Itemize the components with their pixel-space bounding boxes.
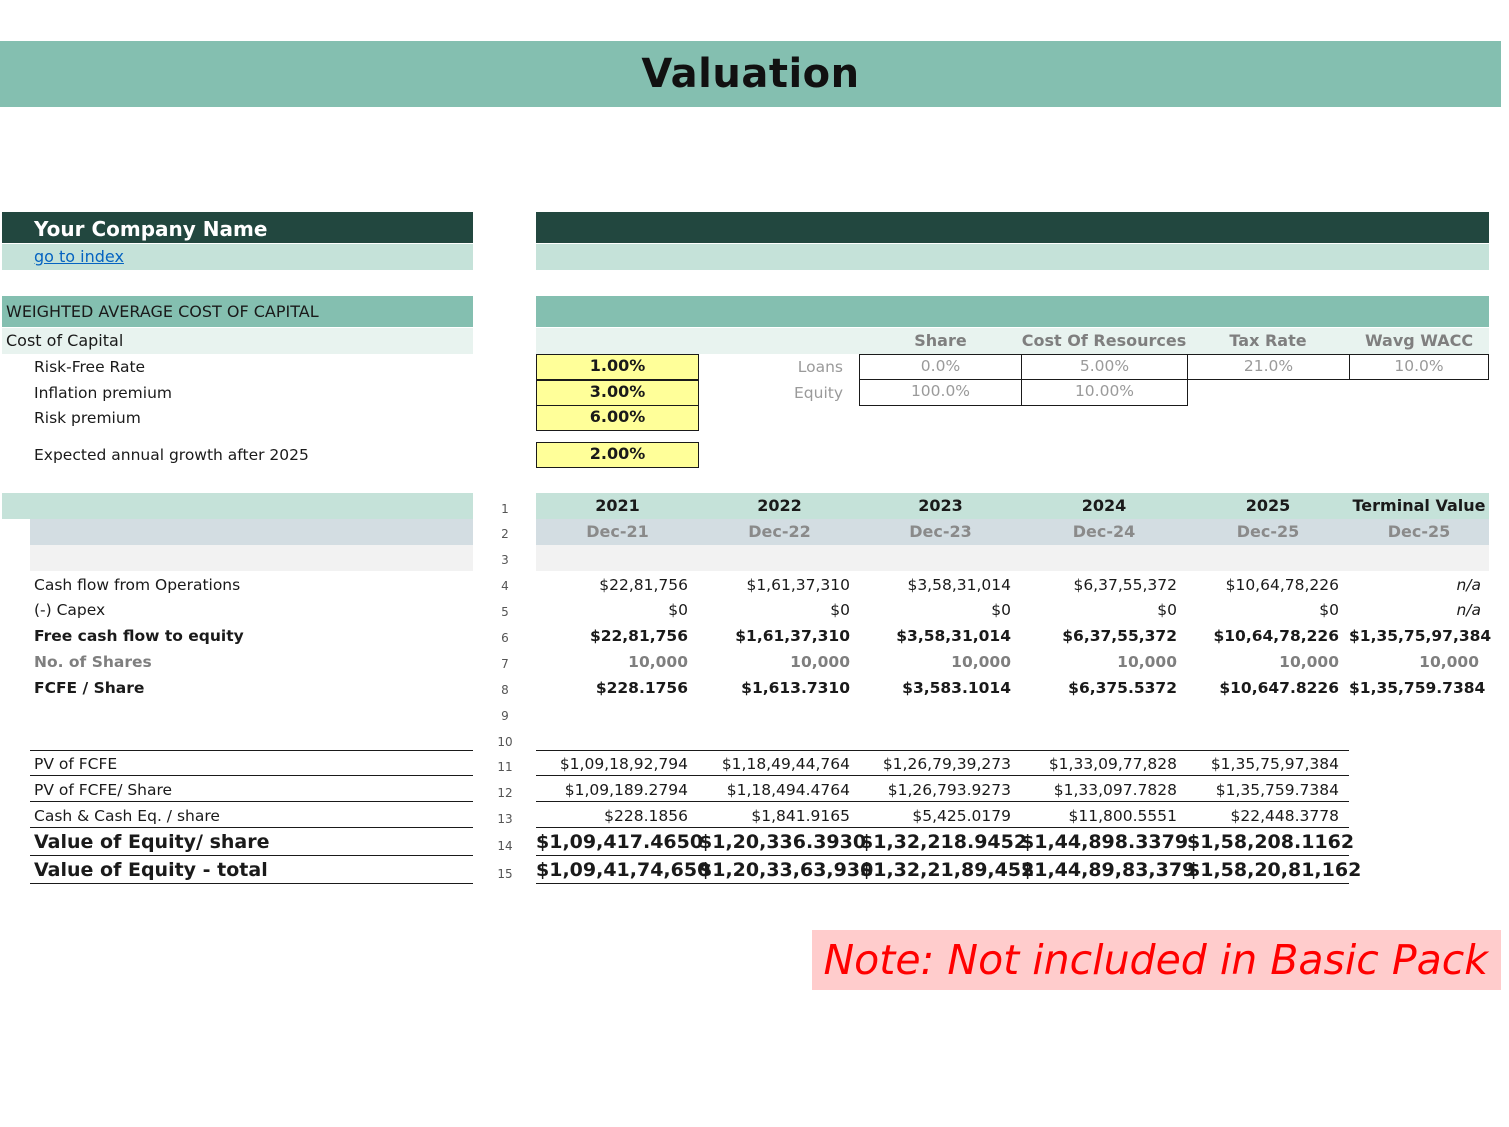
pv-fcfe-label: PV of FCFE <box>34 755 118 773</box>
row-number: 6 <box>501 631 509 645</box>
row-number: 12 <box>497 786 513 800</box>
terminal-value-header: Terminal Value <box>1352 496 1486 515</box>
fcfe-label: Free cash flow to equity <box>34 627 244 645</box>
pv-fcfe-2022: $1,18,49,44,764 <box>721 755 850 773</box>
voe-share-2025: $1,58,208.1162 <box>1187 831 1355 853</box>
month-dec-21: Dec-21 <box>586 522 649 541</box>
cfo-2022: $1,61,37,310 <box>746 576 850 594</box>
cfo-terminal: n/a <box>1456 576 1481 594</box>
cfo-label: Cash flow from Operations <box>34 576 241 594</box>
shares-terminal: 10,000 <box>1419 653 1479 671</box>
capex-terminal: n/a <box>1456 601 1481 619</box>
risk-premium-label: Risk premium <box>34 409 141 427</box>
fcfe-share-2021: $228.1756 <box>595 679 688 697</box>
year-2022: 2022 <box>757 496 802 515</box>
right-header-bar <box>536 212 1489 243</box>
page-title: Valuation <box>641 51 860 97</box>
row-number: 13 <box>497 812 513 826</box>
cost-of-capital-label: Cost of Capital <box>6 331 124 350</box>
row-number: 5 <box>501 605 509 619</box>
row-number: 11 <box>497 760 513 774</box>
row-number: 14 <box>497 839 513 853</box>
fcfe-2024: $6,37,55,372 <box>1062 627 1177 645</box>
cash-share-label: Cash & Cash Eq. / share <box>34 807 220 825</box>
shares-2023: 10,000 <box>951 653 1011 671</box>
equity-label: Equity <box>793 384 843 402</box>
month-dec-24: Dec-24 <box>1072 522 1136 541</box>
share-header: Share <box>914 331 967 350</box>
fcfe-share-2022: $1,613.7310 <box>741 679 850 697</box>
growth-label: Expected annual growth after 2025 <box>34 446 309 464</box>
pv-fcfe-share-2023: $1,26,793.9273 <box>887 781 1011 799</box>
shares-label: No. of Shares <box>34 653 152 671</box>
fcfe-share-2024: $6,375.5372 <box>1068 679 1177 697</box>
loans-tax-cell[interactable]: 21.0% <box>1187 354 1350 380</box>
tax-rate-header: Tax Rate <box>1229 331 1307 350</box>
cash-share-2023: $5,425.0179 <box>912 807 1011 825</box>
note-text: Note: Not included in Basic Pack <box>823 936 1488 984</box>
right-sub-bar <box>536 244 1489 270</box>
voe-total-2021: $1,09,41,74,650 <box>536 859 711 881</box>
capex-2022: $0 <box>830 601 850 619</box>
divider <box>536 750 1349 751</box>
voe-total-2025: $1,58,20,81,162 <box>1187 859 1362 881</box>
cash-share-2022: $1,841.9165 <box>751 807 850 825</box>
company-name: Your Company Name <box>34 217 268 241</box>
pv-fcfe-2021: $1,09,18,92,794 <box>559 755 688 773</box>
capex-2024: $0 <box>1157 601 1177 619</box>
inflation-premium-input[interactable]: 3.00% <box>536 380 699 406</box>
pv-fcfe-share-2025: $1,35,759.7384 <box>1215 781 1339 799</box>
voe-total-label: Value of Equity - total <box>34 859 268 881</box>
risk-free-rate-input[interactable]: 1.00% <box>536 354 699 380</box>
go-to-index-link[interactable]: go to index <box>34 247 124 266</box>
capex-2025: $0 <box>1319 601 1339 619</box>
voe-total-2024: $1,44,89,83,379 <box>1021 859 1196 881</box>
fcfe-share-terminal: $1,35,759.7384 <box>1349 679 1486 697</box>
voe-share-2021: $1,09,417.4650 <box>536 831 704 853</box>
voe-share-label: Value of Equity/ share <box>34 831 270 853</box>
blank-row-bar-left <box>30 545 473 571</box>
month-dec-22: Dec-22 <box>748 522 811 541</box>
shares-2021: 10,000 <box>628 653 688 671</box>
year-2023: 2023 <box>918 496 963 515</box>
divider <box>30 750 473 751</box>
shares-2022: 10,000 <box>790 653 850 671</box>
cost-of-resources-header: Cost Of Resources <box>1021 331 1187 350</box>
divider <box>536 855 1349 856</box>
blank-row-bar <box>536 545 1489 571</box>
month-terminal: Dec-25 <box>1387 522 1451 541</box>
divider <box>30 855 473 856</box>
equity-cost-cell[interactable]: 10.00% <box>1021 379 1188 406</box>
row-number: 7 <box>501 657 509 671</box>
cfo-2024: $6,37,55,372 <box>1073 576 1177 594</box>
year-2021: 2021 <box>595 496 640 515</box>
inflation-premium-label: Inflation premium <box>34 384 173 402</box>
month-dec-23: Dec-23 <box>909 522 972 541</box>
pv-fcfe-share-2021: $1,09,189.2794 <box>564 781 688 799</box>
voe-total-2022: $1,20,33,63,930 <box>699 859 874 881</box>
cfo-2021: $22,81,756 <box>599 576 688 594</box>
equity-share-cell[interactable]: 100.0% <box>859 379 1022 406</box>
risk-free-rate-label: Risk-Free Rate <box>34 358 146 376</box>
years-row-bar-left <box>2 493 473 519</box>
shares-2025: 10,000 <box>1279 653 1339 671</box>
fcfe-2025: $10,64,78,226 <box>1213 627 1339 645</box>
voe-share-2022: $1,20,336.3930 <box>699 831 867 853</box>
pv-fcfe-share-2024: $1,33,097.7828 <box>1053 781 1177 799</box>
fcfe-share-2023: $3,583.1014 <box>902 679 1011 697</box>
year-2025: 2025 <box>1245 496 1291 515</box>
fcfe-terminal: $1,35,75,97,384 <box>1349 627 1492 645</box>
pv-fcfe-2024: $1,33,09,77,828 <box>1048 755 1177 773</box>
loans-label: Loans <box>797 358 843 376</box>
shares-2024: 10,000 <box>1117 653 1177 671</box>
wacc-section-title: WEIGHTED AVERAGE COST OF CAPITAL <box>6 302 319 321</box>
fcfe-share-2025: $10,647.8226 <box>1219 679 1339 697</box>
row-number: 2 <box>501 527 509 541</box>
fcfe-share-label: FCFE / Share <box>34 679 145 697</box>
capex-2023: $0 <box>991 601 1011 619</box>
row-number: 10 <box>497 735 513 749</box>
row-number: 3 <box>501 553 509 567</box>
pv-fcfe-share-label: PV of FCFE/ Share <box>34 781 173 799</box>
wavg-wacc-header: Wavg WACC <box>1364 331 1474 350</box>
loans-share-cell[interactable]: 0.0% <box>859 354 1022 380</box>
row-number: 4 <box>501 579 509 593</box>
fcfe-2023: $3,58,31,014 <box>896 627 1011 645</box>
row-number: 9 <box>501 709 509 723</box>
cfo-2025: $10,64,78,226 <box>1225 576 1339 594</box>
divider <box>30 883 473 884</box>
fcfe-2022: $1,61,37,310 <box>735 627 850 645</box>
wacc-section-bar-right <box>536 296 1489 327</box>
capex-label: (-) Capex <box>34 601 106 619</box>
voe-total-2023: $1,32,21,89,452 <box>860 859 1035 881</box>
growth-input[interactable]: 2.00% <box>536 442 699 468</box>
cash-share-2025: $22,448.3778 <box>1230 807 1339 825</box>
loans-cost-cell[interactable]: 5.00% <box>1021 354 1188 380</box>
cash-share-2021: $228.1856 <box>604 807 688 825</box>
row-number: 8 <box>501 683 509 697</box>
divider <box>536 883 1349 884</box>
capex-2021: $0 <box>668 601 688 619</box>
year-2024: 2024 <box>1081 496 1127 515</box>
pv-fcfe-2023: $1,26,79,39,273 <box>882 755 1011 773</box>
voe-share-2024: $1,44,898.3379 <box>1021 831 1189 853</box>
fcfe-2021: $22,81,756 <box>589 627 688 645</box>
cfo-2023: $3,58,31,014 <box>907 576 1011 594</box>
month-dec-25: Dec-25 <box>1236 522 1300 541</box>
pv-fcfe-share-2022: $1,18,494.4764 <box>726 781 850 799</box>
wacc-value-cell[interactable]: 10.0% <box>1349 354 1489 380</box>
pv-fcfe-2025: $1,35,75,97,384 <box>1210 755 1339 773</box>
row-number: 15 <box>497 867 513 881</box>
cash-share-2024: $11,800.5551 <box>1068 807 1177 825</box>
risk-premium-input[interactable]: 6.00% <box>536 405 699 431</box>
voe-share-2023: $1,32,218.9452 <box>860 831 1028 853</box>
row-number: 1 <box>501 502 509 516</box>
months-row-bar-left <box>30 519 473 545</box>
